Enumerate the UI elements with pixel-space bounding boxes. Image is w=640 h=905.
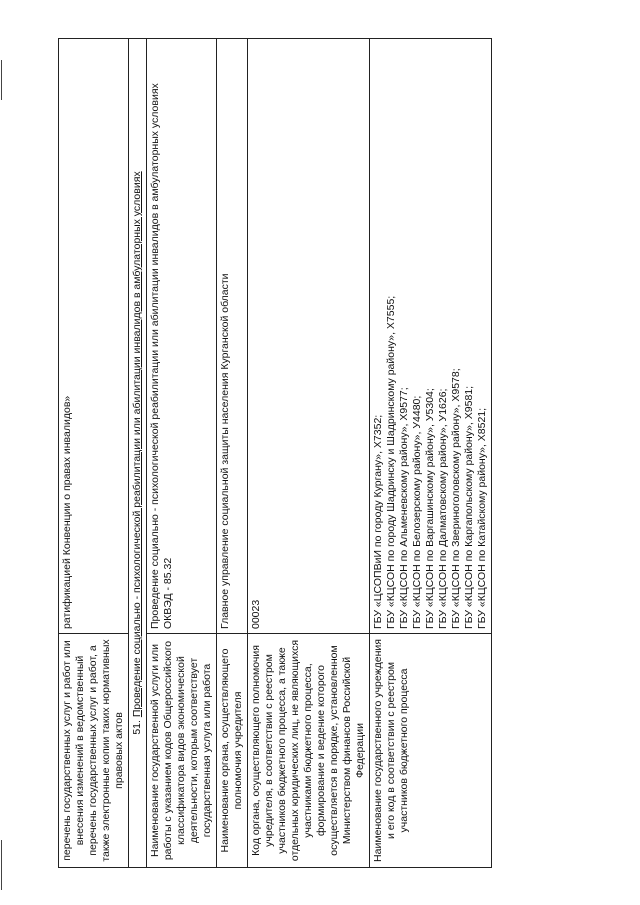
scan-edge-mark (1, 840, 2, 890)
institution-item: ГБУ «КЦСОН по Варгашинскому району», У5304; (424, 388, 436, 629)
institution-item: ГБУ «КЦСОН по Звериноголовскому району», Х9578; (450, 368, 462, 629)
table-row (248, 39, 370, 868)
scan-edge-mark (1, 60, 2, 100)
row-label-authority-name: Наименование органа, осуществляющего полномочия учредителя (217, 634, 248, 868)
row-value-service-name (147, 39, 217, 634)
institution-item: ГБУ «КЦСОН по Катайскому району», Х8521; (476, 407, 488, 629)
row-value-institutions (370, 39, 492, 634)
institution-item: ГБУ «КЦСОН по Белозерскому району», У4480; (411, 395, 423, 629)
section-row (129, 39, 147, 868)
row-label-service-name: Наименование государственной услуги или работы с указанием кодов Общероссийского классификатора видов экономической деятельности, которым соответствует государственная услуга или работа (147, 634, 217, 868)
section-title: Проведение социально - психологической реабилитации или абилитации инвалидов в амбулаторных условиях (131, 171, 143, 718)
table-row (59, 39, 129, 868)
institution-item: ГБУ «КЦСОН по городу Шадринску и Шадринскому району», Х7555; (385, 295, 397, 629)
service-name-text: Проведение социально - психологической реабилитации или абилитации инвалидов в амбулаторных условиях (149, 83, 161, 629)
row-label-authority-code: Код органа, осуществляющего полномочия учредителя, в соответствии с реестром участников бюджетного процесса, а также отдельных юридических лиц, не являющихся участниками бюджетного процесса, формирование и ведение которого осуществляется в порядке, установленном Министерством финансов Российской Федерации (248, 634, 370, 868)
institution-item: ГБУ «КЦСОН по Альменевскому району», Х9577; (398, 387, 410, 629)
section-heading (129, 39, 147, 868)
service-registry-table (58, 38, 492, 868)
table-row (370, 39, 492, 868)
institution-item: ГБУ «КЦСОН по Каргапольскому району», Х9581; (463, 385, 475, 629)
row-value-authority-code: 00023 (248, 39, 370, 634)
institution-item: ГБУ «КЦСОН по Далматовскому району», У1626; (437, 388, 449, 629)
row-label-institutions: Наименование государственного учреждения и его код в соответствии с реестром участников бюджетного процесса (370, 634, 492, 868)
row-label-legal-acts: перечень государственных услуг и работ или внесения изменений в ведомственный перечень государственных услуг и работ, а также электронные копии таких нормативных правовых актов (59, 634, 129, 868)
table-row (217, 39, 248, 868)
table-row (147, 39, 217, 868)
row-value-legal-acts: ратификацией Конвенции о правах инвалидов» (59, 39, 129, 634)
institution-item: ГБУ «ЦСОПВиИ по городу Кургану», Х7352; (372, 414, 384, 629)
row-value-authority-name: Главное управление социальной защиты населения Курганской области (217, 39, 248, 634)
section-number: 51. (131, 720, 143, 735)
rotated-table-wrapper (58, 38, 618, 868)
okved-code: ОКВЭД - 85.32 (162, 557, 174, 629)
